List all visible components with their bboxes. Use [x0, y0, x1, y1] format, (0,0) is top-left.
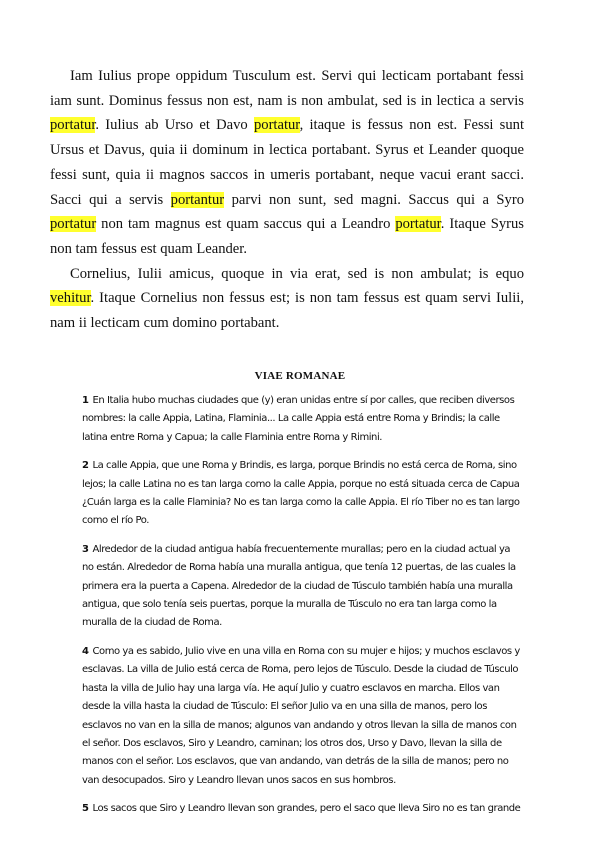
numbered-paragraph — [82, 800, 522, 818]
highlighted-word: portatur — [395, 216, 441, 233]
text-run: , itaque is fessus non est. Fessi sunt Ursus et Davus, quia ii dominum in lectica portabant. Syrus et Leander quoque fessi sunt, quia ii magnos saccos in umeris portabant, neque vacui erant sacci. Sacci qui a servis — [50, 117, 524, 208]
text-run: non tam magnus est quam saccus qui a Leandro — [96, 216, 396, 233]
text-run: . Iulius ab Urso et Davo — [95, 117, 254, 134]
latin-paragraph-2 — [50, 262, 524, 336]
highlighted-word: portatur — [253, 117, 300, 134]
paragraph-number: 4 — [82, 645, 89, 657]
text-run: Iam Iulius prope oppidum Tusculum est. Servi qui lecticam portabant fessi iam sunt. Dominus fessus non est, nam is non ambulat, sed is in lectica a servis — [50, 68, 524, 109]
paragraph-text: En Italia hubo muchas ciudades que (y) eran unidas entre sí por calles, que reciben diversos nombres: la calle Appia, Latina, Flaminia... La calle Appia está entre Roma y Brindis; la calle latina entre Roma y Capua; la calle Flaminia entre Roma y Rimini. — [82, 395, 515, 443]
paragraph-number: 1 — [82, 395, 89, 406]
latin-text — [50, 64, 524, 336]
text-run: . Itaque Syrus non tam fessus est quam Leander. — [50, 216, 524, 257]
paragraph-number: 5 — [82, 803, 89, 815]
text-run: . Itaque Cornelius non fessus est; is non tam fessus est quam servi Iulii, nam ii lecticam cum domino portabant. — [50, 290, 524, 332]
paragraph-number: 2 — [82, 460, 89, 472]
numbered-paragraph — [82, 457, 522, 531]
spanish-text — [82, 392, 522, 829]
numbered-paragraph — [82, 541, 522, 633]
numbered-paragraph — [82, 643, 522, 790]
section-heading: VIAE ROMANAE — [254, 370, 346, 382]
paragraph-text: Los sacos que Siro y Leandro llevan son grandes, pero el saco que lleva Siro no es tan grande — [92, 803, 521, 815]
text-run: Cornelius, Iulii amicus, quoque in via erat, sed is non ambulat; is equo — [70, 265, 524, 282]
numbered-paragraph — [82, 392, 522, 447]
paragraph-text: La calle Appia, que une Roma y Brindis, es larga, porque Brindis no está cerca de Roma, sino lejos; la calle Latina no es tan larga como la calle Appia, porque no está situada cerca de Capua ¿Cuán larga es la calle Flaminia? No es tan larga como la calle Appia. El río Tiber no es tan largo como el río Po. — [82, 460, 520, 527]
highlighted-word: portatur — [50, 117, 96, 134]
highlighted-word: portatur — [50, 216, 97, 233]
text-run: parvi non sunt, sed magni. Saccus qui a Syro — [224, 191, 524, 208]
latin-paragraph-1 — [50, 64, 524, 262]
highlighted-word: portantur — [170, 191, 225, 208]
paragraph-text: Alrededor de la ciudad antigua había frecuentemente murallas; pero en la ciudad actual ya no están. Alrededor de Roma había una muralla antigua, que tenía 12 puertas, de las cuales la primera era la puerta a Capena. Alrededor de la ciudad de Túsculo también había una muralla antigua, que solo tenía seis puertas, porque la muralla de Túsculo no era tan larga como la muralla de la ciudad de Roma. — [82, 543, 516, 629]
highlighted-word: vehitur — [50, 290, 91, 307]
paragraph-text: Como ya es sabido, Julio vive en una villa en Roma con su mujer e hijos; y muchos esclavos y esclavas. La villa de Julio está cerca de Roma, pero lejos de Túsculo. Desde la ciudad de Túsculo hasta la villa de Julio hay una larga vía. He aquí Julio y cuatro esclavos en marcha. Ellos van desde la villa hasta la ciudad de Túsculo: El señor Julio va en una silla de manos, pero los esclavos no van en la silla de manos; algunos van andando y otros llevan la silla de manos con el señor. Dos esclavos, Siro y Leandro, caminan; los otros dos, Urso y Davo, llevan la silla de manos con el señor. Los esclavos, que van andando, van detrás de la silla de manos; pero no van desocupados. Siro y Leandro llevan unos sacos en sus hombros. — [82, 645, 520, 786]
paragraph-number: 3 — [82, 543, 89, 555]
